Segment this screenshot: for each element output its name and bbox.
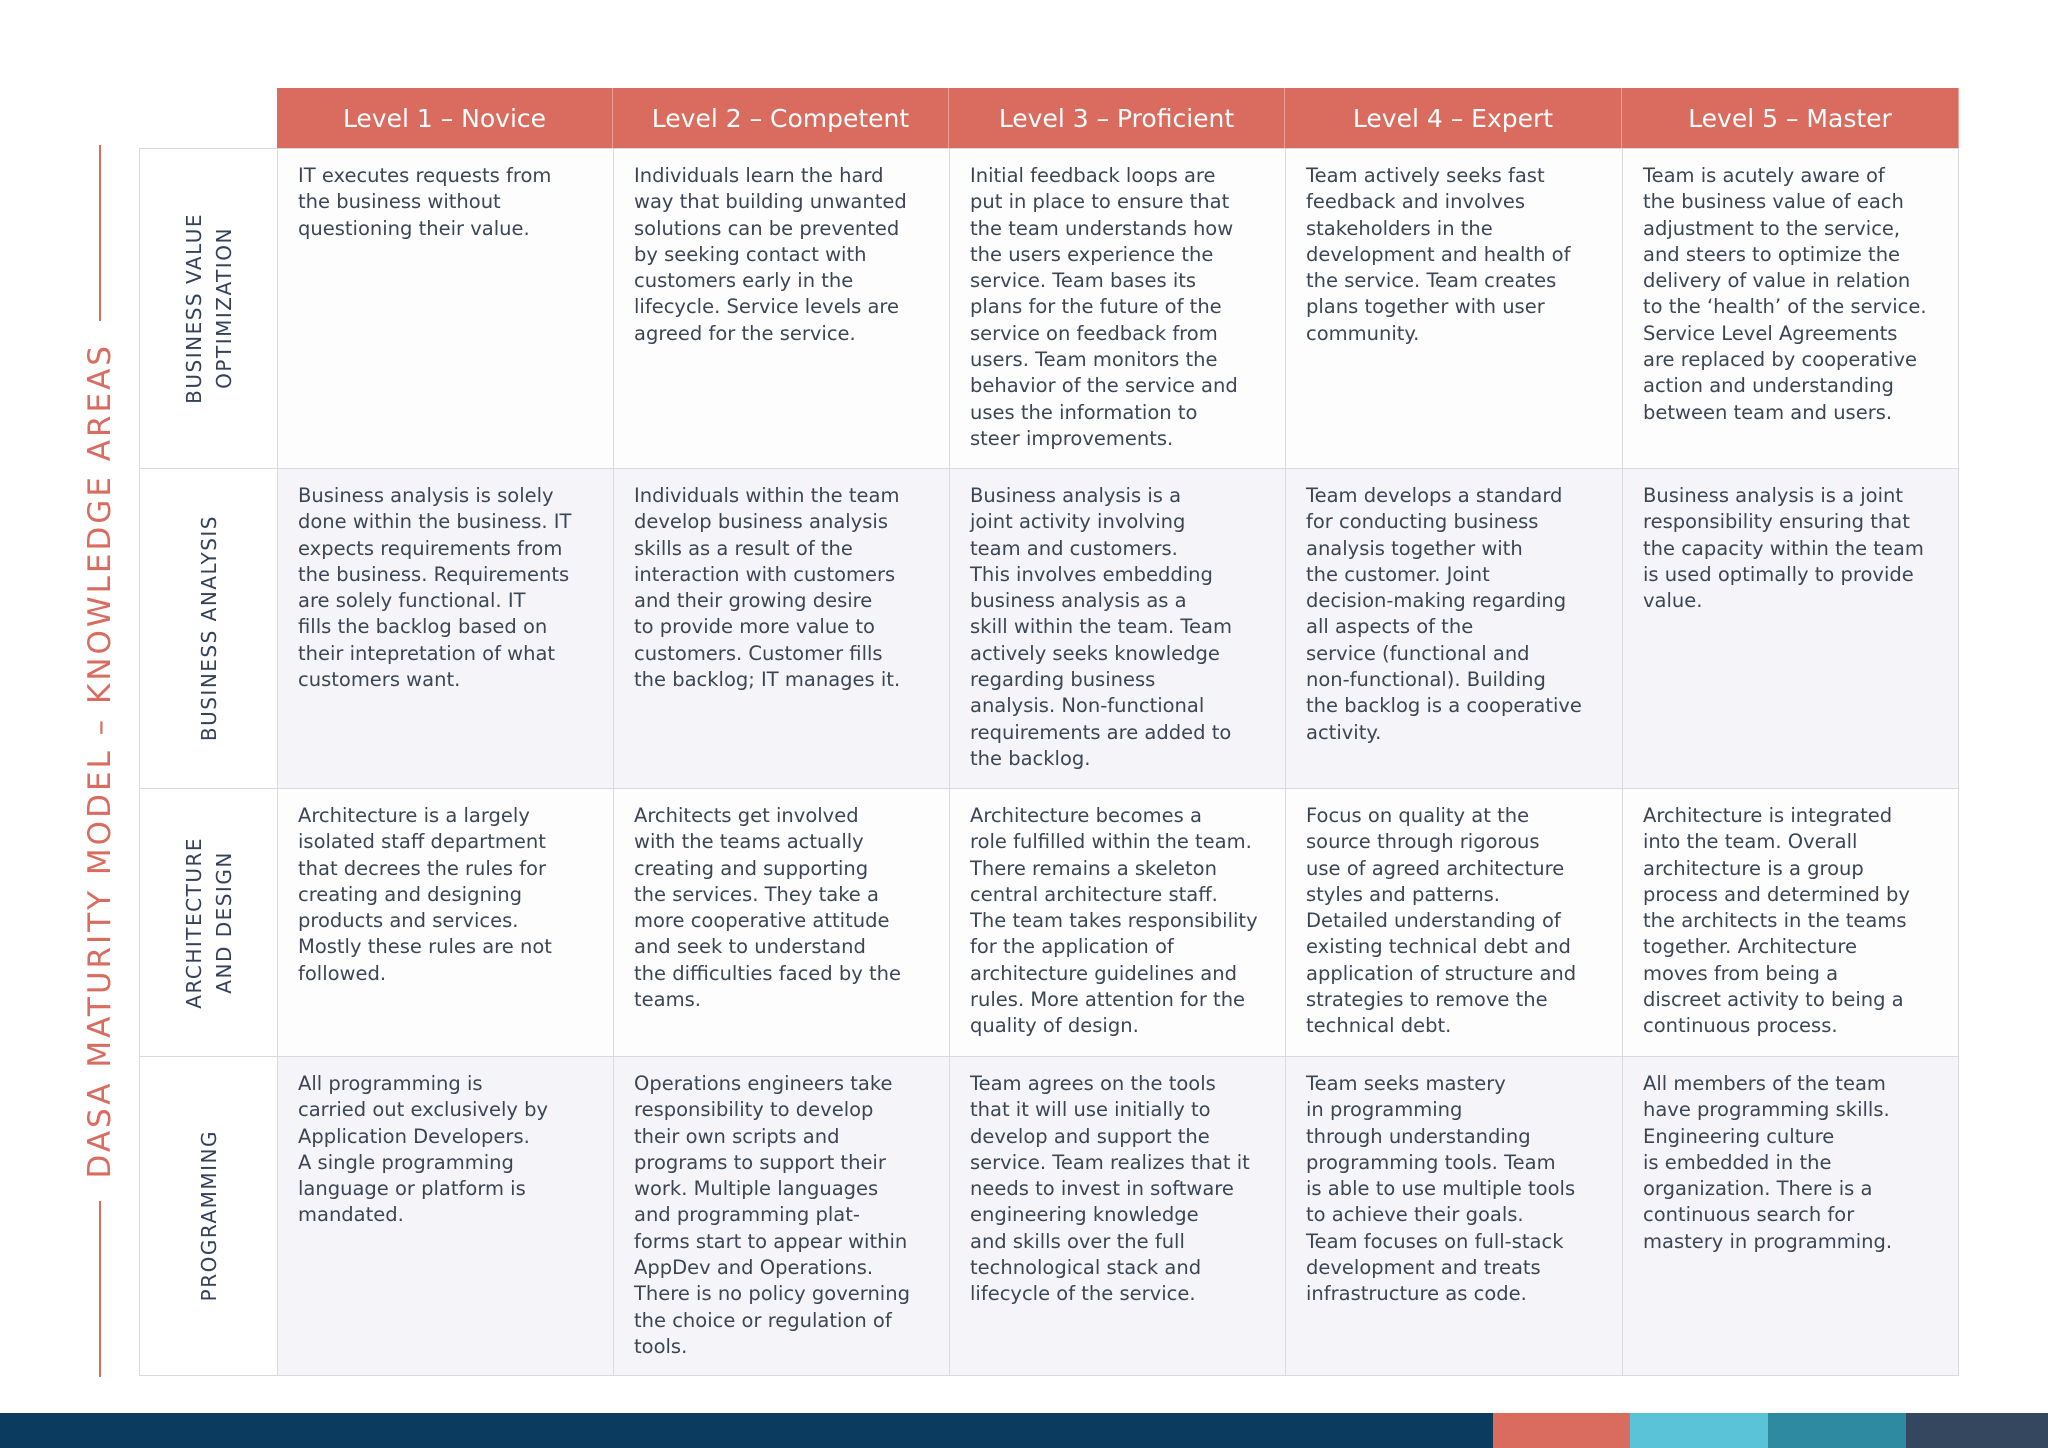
table-cell: Business analysis is solely done within the business. IT expects requirements from the business. Requirements are solely functional. IT fills the backlog based on their intepretation of what customers want. — [277, 468, 613, 788]
side-title-text: DASA MATURITY MODEL – KNOWLEDGE AREAS — [82, 343, 118, 1179]
footer-segment-coral — [1493, 1413, 1630, 1448]
side-title-line-top — [99, 145, 101, 321]
footer-segment-slate — [1906, 1413, 2048, 1448]
table-cell: Business analysis is a joint responsibility ensuring that the capacity within the team is used optimally to provide value. — [1622, 468, 1959, 788]
table-cell: Team agrees on the tools that it will use initially to develop and support the service. Team realizes that it needs to invest in software engineering knowledge and skills over the full technological stack and lifecycle of the service. — [949, 1056, 1285, 1376]
table-cell: Individuals learn the hard way that building unwanted solutions can be prevented by seeking contact with customers early in the lifecycle. Service levels are agreed for the service. — [613, 148, 949, 468]
table-cell: Focus on quality at the source through rigorous use of agreed architecture styles and patterns. Detailed understanding of existing technical debt and application of structure and strategies to remove the technical debt. — [1285, 788, 1622, 1056]
column-header-level-3: Level 3 – Proficient — [949, 88, 1285, 148]
row-label-programming — [139, 1056, 277, 1376]
footer-segment-navy — [0, 1413, 1493, 1448]
table-cell: Team seeks mastery in programming through understanding programming tools. Team is able to use multiple tools to achieve their goals. Team focuses on full-stack development and treats infrastructure as code. — [1285, 1056, 1622, 1376]
table-cell: Operations engineers take responsibility to develop their own scripts and programs to support their work. Multiple languages and programming plat- forms start to appear within AppDev and Operations. There is no policy governing the choice or regulation of tools. — [613, 1056, 949, 1376]
row-label-text: PROGRAMMING — [196, 1130, 221, 1302]
table-cell: Business analysis is a joint activity involving team and customers. This involves embedding business analysis as a skill within the team. Team actively seeks knowledge regarding business analysis. Non-functional requirements are added to the backlog. — [949, 468, 1285, 788]
side-title-line-bottom — [99, 1201, 101, 1377]
footer-segment-cyan — [1630, 1413, 1768, 1448]
table-cell: Architecture becomes a role fulfilled within the team. There remains a skeleton central architecture staff. The team takes responsibility for the application of architecture guidelines and rules. More attention for the quality of design. — [949, 788, 1285, 1056]
table-cell: Architecture is a largely isolated staff department that decrees the rules for creating and designing products and services. Mostly these rules are not followed. — [277, 788, 613, 1056]
table-cell: Architects get involved with the teams actually creating and supporting the services. They take a more cooperative attitude and seek to understand the difficulties faced by the teams. — [613, 788, 949, 1056]
row-label-architecture — [139, 788, 277, 1056]
table-cell: Team is acutely aware of the business value of each adjustment to the service, and steers to optimize the delivery of value in relation to the ‘health’ of the service. Service Level Agreements are replaced by cooperative action and understanding between team and users. — [1622, 148, 1959, 468]
row-label-text: BUSINESS ANALYSIS — [196, 515, 221, 742]
footer-segment-teal — [1768, 1413, 1906, 1448]
column-header-level-2: Level 2 – Competent — [613, 88, 949, 148]
column-header-level-4: Level 4 – Expert — [1285, 88, 1622, 148]
table-cell: Team actively seeks fast feedback and involves stakeholders in the development and health of the service. Team creates plans together with user community. — [1285, 148, 1622, 468]
table-corner — [139, 88, 277, 148]
row-label-business-analysis — [139, 468, 277, 788]
table-cell: Architecture is integrated into the team. Overall architecture is a group process and determined by the architects in the teams together. Architecture moves from being a discreet activity to being a continuous process. — [1622, 788, 1959, 1056]
row-label-text: BUSINESS VALUE OPTIMIZATION — [181, 213, 236, 404]
column-header-level-1: Level 1 – Novice — [277, 88, 613, 148]
side-title — [60, 145, 140, 1377]
footer-color-bar — [0, 1413, 2048, 1448]
column-header-level-5: Level 5 – Master — [1622, 88, 1959, 148]
row-label-business-value — [139, 148, 277, 468]
table-cell: Individuals within the team develop business analysis skills as a result of the interaction with customers and their growing desire to provide more value to customers. Customer fills the backlog; IT manages it. — [613, 468, 949, 788]
table-cell: Initial feedback loops are put in place to ensure that the team understands how the users experience the service. Team bases its plans for the future of the service on feedback from users. Team monitors the behavior of the service and uses the information to steer improvements. — [949, 148, 1285, 468]
row-label-text: ARCHITECTURE AND DESIGN — [181, 836, 236, 1009]
table-cell: Team develops a standard for conducting business analysis together with the customer. Joint decision-making regarding all aspects of the service (functional and non-functional). Building the backlog is a cooperative activity. — [1285, 468, 1622, 788]
table-cell: All members of the team have programming skills. Engineering culture is embedded in the organization. There is a continuous search for mastery in programming. — [1622, 1056, 1959, 1376]
table-cell: IT executes requests from the business without questioning their value. — [277, 148, 613, 468]
table-cell: All programming is carried out exclusively by Application Developers. A single programming language or platform is mandated. — [277, 1056, 613, 1376]
maturity-table — [139, 88, 1959, 1376]
